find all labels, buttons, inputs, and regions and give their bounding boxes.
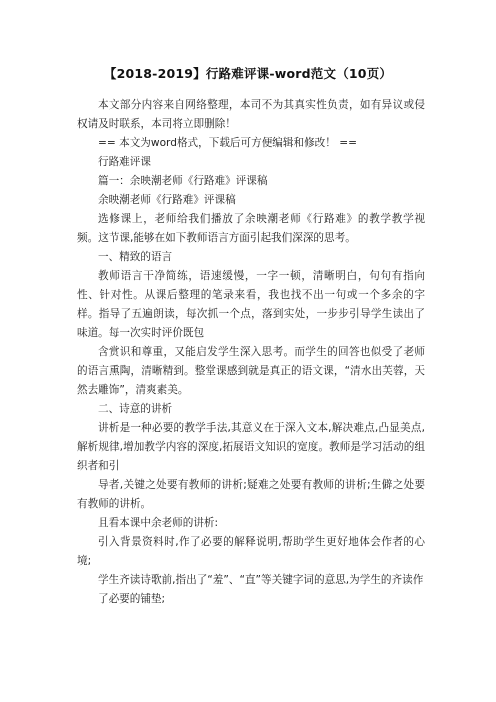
analysis-example-2-continued: 了必要的铺垫;	[98, 593, 166, 605]
language-paragraph-continued: 含赏识和尊重，又能启发学生深入思考。而学生的回答也似受了老师的语言熏陶，清晰精到。整堂课感到就是真正的语文课，“清水出芙蓉，天然去雕饰”，清爽素美。	[77, 346, 425, 396]
document-title: 【2018-2019】行路难评课-word范文（10页）	[103, 66, 393, 81]
analysis-example-2: 学生齐读诗歌前,指出了“羞”、“直”等关键字词的意思,为学生的齐读作	[98, 574, 424, 586]
section-heading: 行路难评课	[98, 156, 151, 168]
article-subtitle: 余映潮老师《行路难》评课稿	[98, 194, 236, 206]
language-paragraph: 教师语言干净简练，语速缓慢，一字一顿，清晰明白，句句有指向性、针对性。从课后整理的笔录来看，我也找不出一句或一个多余的字样。指导了五遍朗读，每次抓一个点，落到实处，一步步引导学生读出了味道。每一次实时评价既包	[77, 270, 425, 339]
analysis-paragraph-continued: 导者,关键之处要有教师的讲析;疑难之处要有教师的讲析;生僻之处要有教师的讲析。	[77, 479, 425, 510]
analysis-example-intro: 且看本课中余老师的讲析:	[98, 517, 219, 529]
disclaimer-paragraph: 本文部分内容来自网络整理，本司不为其真实性负责，如有异议或侵权请及时联系，本司将立即删除！	[77, 99, 425, 130]
analysis-paragraph: 讲析是一种必要的教学手法,其意义在于深入文本,解决难点,凸显美点,解析规律,增加教学内容的深度,拓展语文知识的宽度。教师是学习活动的组织者和引	[77, 422, 425, 472]
subheading-analysis: 二、诗意的讲析	[98, 403, 173, 415]
format-note: == 本文为word格式，下载后可方便编辑和修改！ ==	[98, 137, 357, 149]
article-heading: 篇一：余映潮老师《行路难》评课稿	[98, 175, 268, 187]
intro-paragraph: 选修课上，老师给我们播放了余映潮老师《行路难》的教学教学视频。这节课,能够在如下教师语言方面引起我们深深的思考。	[77, 213, 425, 244]
subheading-language: 一、精致的语言	[98, 251, 173, 263]
document-body	[77, 96, 425, 609]
analysis-example-1: 引入背景资料时,作了必要的解释说明,帮助学生更好地体会作者的心境;	[77, 536, 425, 567]
